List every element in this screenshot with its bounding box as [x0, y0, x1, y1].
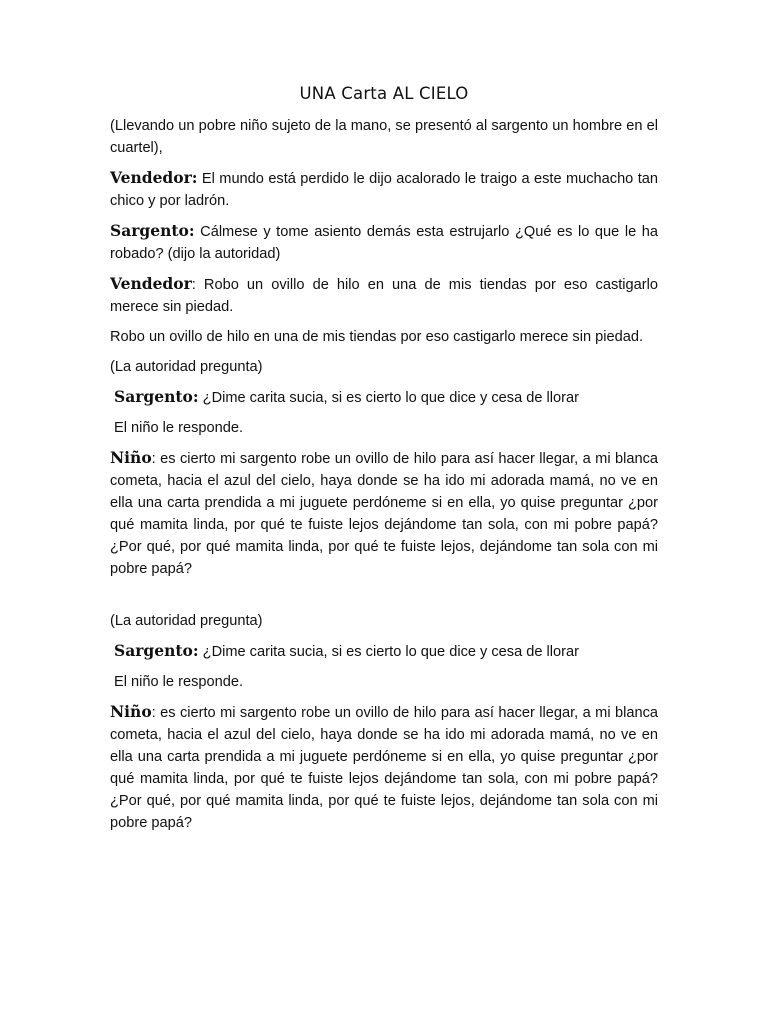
speaker-label: Niño: [110, 448, 152, 467]
speaker-label: Vendedor: [110, 274, 192, 293]
document-body: [110, 84, 658, 842]
vendedor-line-2: [110, 273, 658, 318]
stage-direction: (La autoridad pregunta): [110, 613, 263, 629]
stage-direction: El niño le responde.: [114, 674, 243, 690]
speaker-label: Sargento:: [110, 221, 195, 240]
sargento-line-3: [110, 640, 658, 663]
dialogue-text: ¿Dime carita sucia, si es cierto lo que dice y cesa de llorar: [198, 644, 579, 660]
dialogue-text: Cálmese y tome asiento demás esta estrujarlo ¿Qué es lo que le ha robado? (dijo la autoridad): [110, 224, 658, 262]
dialogue-text: : Robo un ovillo de hilo en una de mis tiendas por eso castigarlo merece sin piedad.: [110, 277, 658, 315]
dialogue-text: : es cierto mi sargento robe un ovillo de hilo para así hacer llegar, a mi blanca cometa, hacia el azul del cielo, haya donde se ha ido mi adorada mamá, no ve en ella una carta prendida a mi juguete perdóneme si en ella, yo quise preguntar ¿por qué mamita linda, por qué te fuiste lejos dejándome tan sola, con mi pobre papá? ¿Por qué, por qué mamita linda, por qué te fuiste lejos, dejándome tan sola con mi pobre papá?: [110, 705, 658, 831]
dialogue-text: El mundo está perdido le dijo acalorado le traigo a este muchacho tan chico y por ladrón.: [110, 171, 658, 209]
dialogue-text: ¿Dime carita sucia, si es cierto lo que dice y cesa de llorar: [198, 390, 579, 406]
document-title: UNA Carta AL CIELO: [299, 84, 469, 103]
intro-paragraph: (Llevando un pobre niño sujeto de la mano, se presentó al sargento un hombre en el cuartel),: [110, 118, 658, 156]
speaker-label: Sargento:: [114, 641, 199, 660]
nino-line-2: [110, 701, 658, 834]
sargento-line-2: [110, 386, 658, 409]
paragraph-gap: [110, 588, 658, 610]
speaker-label: Niño: [110, 702, 152, 721]
dialogue-text: : es cierto mi sargento robe un ovillo de hilo para así hacer llegar, a mi blanca cometa, hacia el azul del cielo, haya donde se ha ido mi adorada mamá, no ve en ella una carta prendida a mi juguete perdóneme si en ella, yo quise preguntar ¿por qué mamita linda, por qué te fuiste lejos dejándome tan sola, con mi pobre papá? ¿Por qué, por qué mamita linda, por qué te fuiste lejos, dejándome tan sola con mi pobre papá?: [110, 451, 658, 577]
speaker-label: Sargento:: [114, 387, 199, 406]
repeated-line: Robo un ovillo de hilo en una de mis tiendas por eso castigarlo merece sin piedad.: [110, 329, 643, 345]
vendedor-line-1: [110, 167, 658, 212]
stage-direction: (La autoridad pregunta): [110, 359, 263, 375]
sargento-line-1: [110, 220, 658, 265]
speaker-label: Vendedor:: [110, 168, 198, 187]
stage-direction: El niño le responde.: [114, 420, 243, 436]
nino-line-1: [110, 447, 658, 580]
